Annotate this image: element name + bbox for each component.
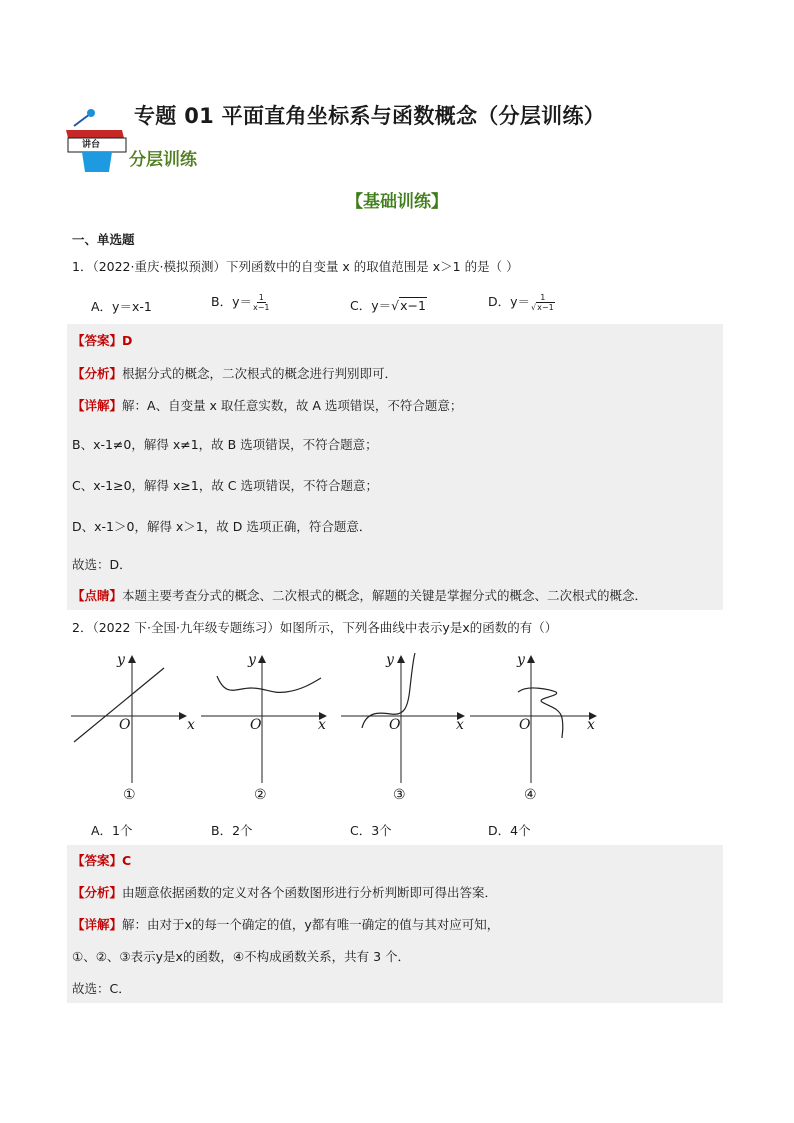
graph-1-y-label: y <box>117 652 125 668</box>
q1-option-b-denominator: x−1 <box>252 303 270 312</box>
q2-option-c: C．3个 <box>350 823 392 838</box>
page-title: 专题 01 平面直角坐标系与函数概念（分层训练） <box>134 104 606 128</box>
graph-2-curve <box>217 676 321 692</box>
q1-detail: 【详解】解：A、自变量 x 取任意实数，故 A 选项错误，不符合题意； <box>72 398 463 413</box>
q1-option-b-fraction <box>253 293 270 312</box>
q1-option-d-fraction <box>531 293 555 312</box>
q1-option-d-prefix: D．y＝ <box>488 294 531 309</box>
q1-choice: 故选：D． <box>72 557 132 572</box>
graph-2-number: ② <box>254 787 267 803</box>
graph-4 <box>470 656 596 783</box>
logo-text: 讲台 <box>82 140 101 150</box>
q1-option-c <box>350 296 427 314</box>
graph-3 <box>341 653 464 783</box>
q1-detail-d: D、x-1＞0，解得 x＞1，故 D 选项正确，符合题意． <box>72 519 372 534</box>
graph-4-number: ④ <box>524 787 537 803</box>
q1-stem: 1．（2022·重庆·模拟预测）下列函数中的自变量 x 的取值范围是 x＞1 的是（ ） <box>72 259 519 274</box>
q1-detail-b: B、x-1≠0，解得 x≠1，故 B 选项错误，不符合题意； <box>72 437 378 452</box>
q2-choice: 故选：C． <box>72 981 131 996</box>
q1-option-d-denominator: √x−1 <box>531 303 554 312</box>
graph-2-origin: O <box>250 717 262 733</box>
q2-analysis: 【分析】由题意依据函数的定义对各个函数图形进行分析判断即可得出答案． <box>72 885 498 900</box>
part-heading: 一、单选题 <box>72 232 135 247</box>
q1-option-b-prefix: B．y＝ <box>211 294 252 309</box>
graph-2-x-label: x <box>318 717 326 733</box>
page-subtitle: 分层训练 <box>129 150 197 170</box>
graph-3-x-label: x <box>456 717 464 733</box>
q2-option-a: A．1个 <box>91 823 133 838</box>
q1-option-d-radicand: x−1 <box>537 303 554 312</box>
q1-detail-c: C、x-1≥0，解得 x≥1，故 C 选项错误，不符合题意； <box>72 478 378 493</box>
graph-3-origin: O <box>389 717 401 733</box>
q2-stem: 2．（2022 下·全国·九年级专题练习）如图所示，下列各曲线中表示y是x的函数的有（） <box>72 620 558 635</box>
q1-option-d-numerator: 1 <box>540 293 546 302</box>
q1-option-b-numerator: 1 <box>258 293 264 302</box>
q1-option-b <box>211 292 270 312</box>
q2-detail-2: ①、②、③表示y是x的函数，④不构成函数关系，共有 3 个． <box>72 949 411 964</box>
graph-4-origin: O <box>519 717 531 733</box>
q1-option-c-radicand: x−1 <box>400 298 426 313</box>
graph-1-x-label: x <box>187 717 195 733</box>
graph-2-y-label: y <box>248 652 256 668</box>
q1-option-d <box>488 292 555 312</box>
q1-option-a: A．y＝x-1 <box>91 299 152 314</box>
q2-detail: 【详解】解：由对于x的每一个确定的值，y都有唯一确定的值与其对应可知， <box>72 917 500 932</box>
graph-4-x-label: x <box>587 717 595 733</box>
graph-1-origin: O <box>119 717 131 733</box>
graph-2 <box>201 656 326 783</box>
q2-answer: 【答案】C <box>72 853 132 868</box>
q1-answer: 【答案】D <box>72 333 133 348</box>
graph-4-y-label: y <box>517 652 525 668</box>
q1-analysis: 【分析】根据分式的概念，二次根式的概念进行判别即可． <box>72 366 398 381</box>
graph-1-number: ① <box>123 787 136 803</box>
section-heading: 【基础训练】 <box>346 192 448 212</box>
q2-option-d: D．4个 <box>488 823 531 838</box>
q1-comment: 【点睛】本题主要考查分式的概念、二次根式的概念，解题的关键是掌握分式的概念、二次根式的概念． <box>72 588 648 603</box>
q1-option-c-prefix: C．y＝ <box>350 298 392 313</box>
graph-3-y-label: y <box>386 652 394 668</box>
graph-3-number: ③ <box>393 787 406 803</box>
q2-option-b: B．2个 <box>211 823 253 838</box>
lectern-logo <box>62 108 132 174</box>
sqrt-sign: √ <box>391 298 400 313</box>
